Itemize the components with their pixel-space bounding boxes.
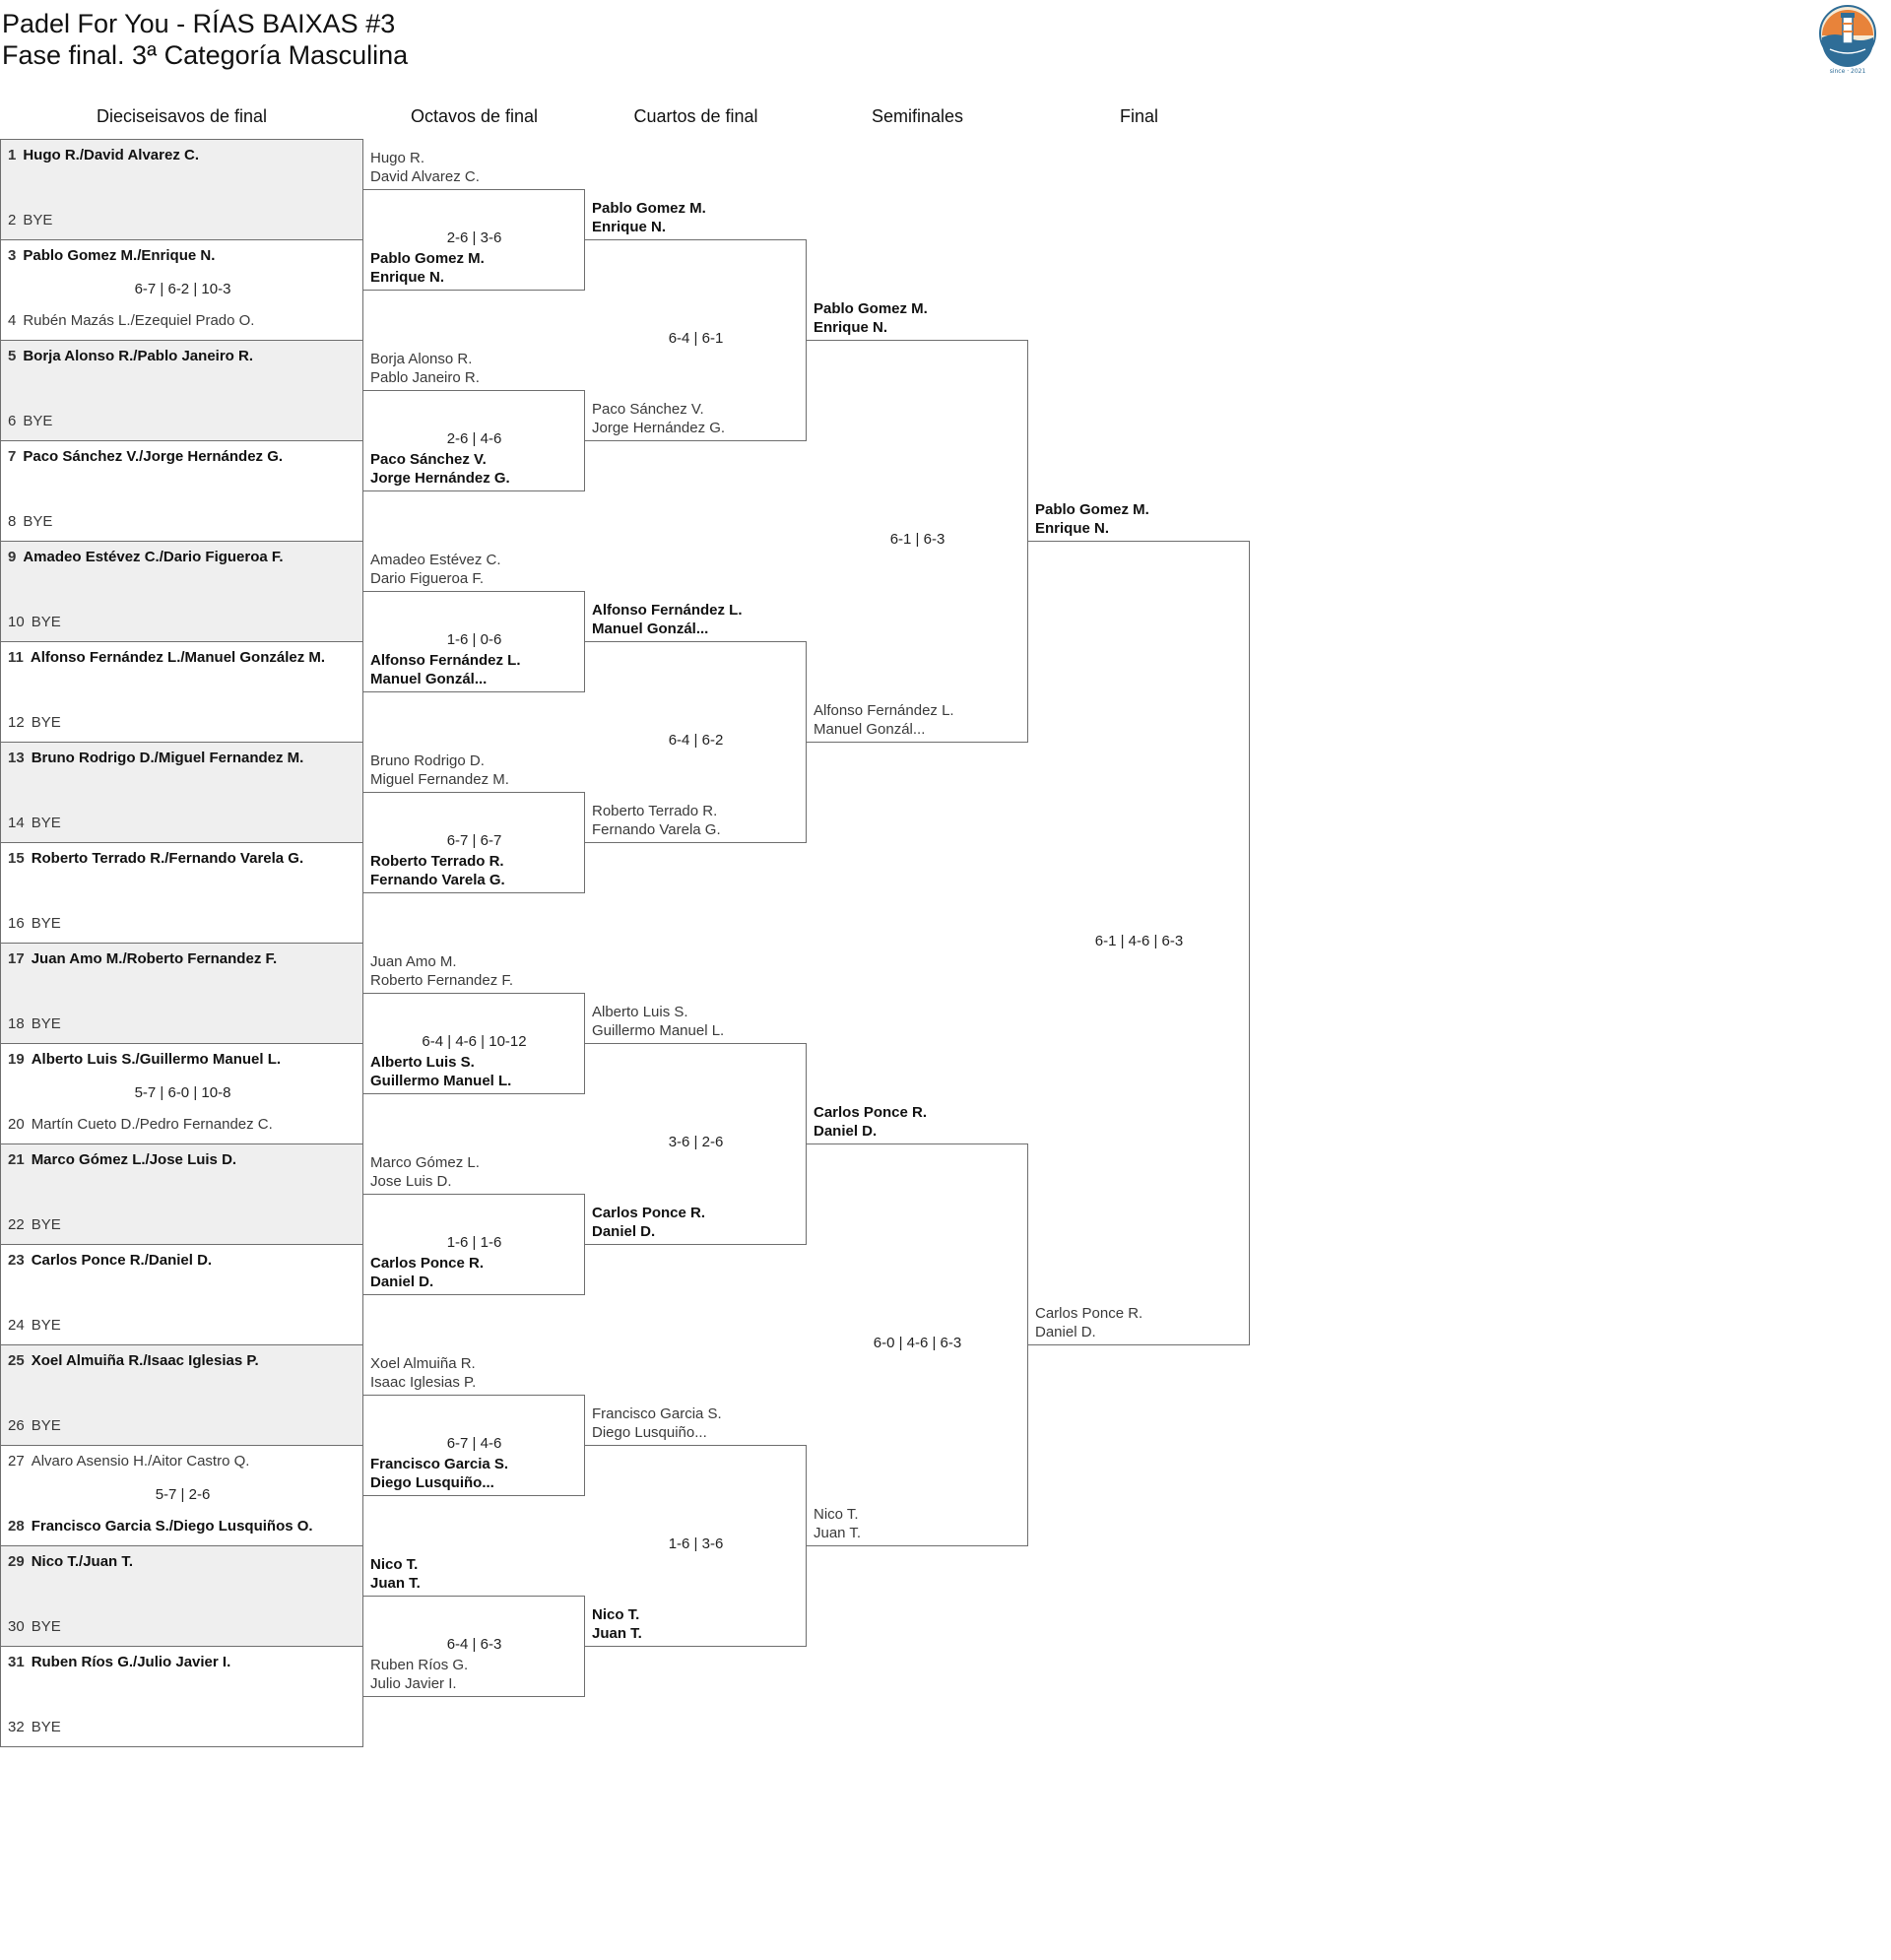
r1-match xyxy=(0,139,363,240)
team-pair xyxy=(370,952,513,990)
r1-match xyxy=(0,842,363,944)
team-name: BYE xyxy=(31,714,61,731)
team-entry xyxy=(8,211,52,229)
match-score: 5-7 | 2-6 xyxy=(155,1486,211,1503)
round-header-r4: Semifinales xyxy=(871,106,964,126)
match-score: 6-7 | 6-7 xyxy=(446,832,502,849)
team-entry xyxy=(8,1617,61,1636)
match-score: 5-7 | 6-0 | 10-8 xyxy=(134,1084,231,1101)
player-name: Diego Lusquiño... xyxy=(370,1474,494,1491)
team-name: BYE xyxy=(31,1417,61,1434)
player-name: Daniel D. xyxy=(814,1123,878,1140)
team-pair xyxy=(592,1605,642,1643)
team-entry xyxy=(8,146,199,164)
player-name: Xoel Almuiña R. xyxy=(370,1355,476,1372)
r1-match xyxy=(0,1445,363,1546)
seed-number: 21 xyxy=(8,1151,25,1168)
player-name: Enrique N. xyxy=(592,219,667,235)
team-name: Martín Cueto D./Pedro Fernandez C. xyxy=(31,1116,273,1133)
team-entry xyxy=(8,1316,61,1335)
team-pair xyxy=(370,751,509,789)
player-name: Juan T. xyxy=(814,1525,862,1541)
seed-number: 27 xyxy=(8,1453,25,1470)
seed-number: 18 xyxy=(8,1015,25,1032)
player-name: Nico T. xyxy=(370,1556,419,1573)
team-name: BYE xyxy=(31,1216,61,1233)
player-name: Enrique N. xyxy=(814,319,888,336)
player-name: Carlos Ponce R. xyxy=(814,1104,928,1121)
player-name: Jorge Hernández G. xyxy=(592,420,726,436)
seed-number: 1 xyxy=(8,147,17,163)
player-name: Alberto Luis S. xyxy=(370,1054,475,1071)
player-name: Hugo R. xyxy=(370,150,425,166)
team-pair xyxy=(370,149,480,186)
r1-match xyxy=(0,440,363,542)
team-name: Alberto Luis S./Guillermo Manuel L. xyxy=(31,1051,282,1068)
team-entry xyxy=(8,1517,313,1535)
player-name: Manuel Gonzál... xyxy=(592,621,709,637)
team-pair xyxy=(592,802,721,839)
team-entry xyxy=(8,1215,61,1234)
svg-text:since · 2021: since · 2021 xyxy=(1829,68,1866,75)
player-name: Juan T. xyxy=(592,1625,642,1642)
team-name: Francisco Garcia S./Diego Lusquiños O. xyxy=(31,1518,313,1535)
team-name: BYE xyxy=(23,212,53,229)
seed-number: 30 xyxy=(8,1618,25,1635)
match-score: 6-7 | 4-6 xyxy=(446,1435,502,1452)
team-pair xyxy=(592,1405,722,1442)
r1-match xyxy=(0,943,363,1044)
player-name: Francisco Garcia S. xyxy=(370,1456,509,1472)
match-score: 6-4 | 6-3 xyxy=(446,1636,502,1653)
r1-match xyxy=(0,1344,363,1446)
player-name: Pablo Gomez M. xyxy=(592,200,706,217)
page-title: Padel For You - RÍAS BAIXAS #3 xyxy=(2,9,396,38)
team-name: BYE xyxy=(31,614,61,630)
team-name: BYE xyxy=(23,413,53,429)
team-pair xyxy=(370,450,510,488)
team-name: BYE xyxy=(31,1317,61,1334)
team-name: BYE xyxy=(23,513,53,530)
seed-number: 20 xyxy=(8,1116,25,1133)
player-name: Jorge Hernández G. xyxy=(370,470,510,487)
team-entry xyxy=(8,1452,249,1470)
player-name: Bruno Rodrigo D. xyxy=(370,752,485,769)
player-name: Manuel Gonzál... xyxy=(370,671,488,687)
player-name: Roberto Fernandez F. xyxy=(370,972,514,989)
player-name: Juan T. xyxy=(370,1575,421,1592)
player-name: Pablo Gomez M. xyxy=(1035,501,1149,518)
team-pair xyxy=(814,701,954,739)
match-score: 1-6 | 0-6 xyxy=(446,631,502,648)
team-entry xyxy=(8,548,284,566)
player-name: Alberto Luis S. xyxy=(592,1004,688,1020)
player-name: Ruben Ríos G. xyxy=(370,1657,469,1673)
team-entry xyxy=(8,914,61,933)
r1-match xyxy=(0,1545,363,1647)
player-name: Jose Luis D. xyxy=(370,1173,452,1190)
seed-number: 22 xyxy=(8,1216,25,1233)
player-name: Enrique N. xyxy=(1035,520,1110,537)
r1-match xyxy=(0,742,363,843)
team-entry xyxy=(8,1050,281,1069)
team-pair xyxy=(814,1103,927,1141)
match-score: 6-7 | 6-2 | 10-3 xyxy=(134,281,231,297)
team-pair xyxy=(370,651,521,688)
r1-match xyxy=(0,641,363,743)
seed-number: 7 xyxy=(8,448,17,465)
team-pair xyxy=(370,1254,484,1291)
r1-match xyxy=(0,1244,363,1345)
seed-number: 28 xyxy=(8,1518,25,1535)
round-header-r2: Octavos de final xyxy=(410,106,539,126)
seed-number: 5 xyxy=(8,348,17,364)
seed-number: 16 xyxy=(8,915,25,932)
team-pair xyxy=(814,299,928,337)
seed-number: 13 xyxy=(8,750,25,766)
match-score: 1-6 | 3-6 xyxy=(668,1535,724,1552)
player-name: Francisco Garcia S. xyxy=(592,1405,722,1422)
team-entry xyxy=(8,1718,61,1736)
team-entry xyxy=(8,347,253,365)
player-name: Daniel D. xyxy=(370,1274,434,1290)
team-name: Ruben Ríos G./Julio Javier I. xyxy=(31,1654,231,1670)
seed-number: 3 xyxy=(8,247,17,264)
seed-number: 6 xyxy=(8,413,17,429)
team-pair xyxy=(592,199,706,236)
player-name: Daniel D. xyxy=(592,1223,656,1240)
team-name: BYE xyxy=(31,915,61,932)
team-pair xyxy=(370,1053,511,1090)
seed-number: 8 xyxy=(8,513,17,530)
team-entry xyxy=(8,613,61,631)
match-score: 2-6 | 3-6 xyxy=(446,229,502,246)
team-entry xyxy=(8,1653,230,1671)
player-name: Fernando Varela G. xyxy=(592,821,721,838)
player-name: Dario Figueroa F. xyxy=(370,570,485,587)
team-name: Nico T./Juan T. xyxy=(31,1553,134,1570)
match-score: 6-4 | 6-2 xyxy=(668,732,724,749)
team-name: Alfonso Fernández L./Manuel González M. xyxy=(30,649,326,666)
team-pair xyxy=(370,852,505,889)
player-name: Daniel D. xyxy=(1035,1324,1096,1340)
player-name: Nico T. xyxy=(592,1606,640,1623)
team-pair xyxy=(592,400,725,437)
team-pair xyxy=(370,350,480,387)
player-name: Julio Javier I. xyxy=(370,1675,457,1692)
team-pair xyxy=(370,1354,476,1392)
player-name: Guillermo Manuel L. xyxy=(370,1073,512,1089)
seed-number: 19 xyxy=(8,1051,25,1068)
team-name: Roberto Terrado R./Fernando Varela G. xyxy=(31,850,304,867)
team-entry xyxy=(8,849,303,868)
team-entry xyxy=(8,648,325,667)
team-name: BYE xyxy=(31,815,61,831)
team-pair xyxy=(592,601,743,638)
team-entry xyxy=(8,1150,236,1169)
team-entry xyxy=(8,246,215,265)
team-entry xyxy=(8,1251,212,1270)
player-name: Carlos Ponce R. xyxy=(592,1205,706,1221)
team-name: Borja Alonso R./Pablo Janeiro R. xyxy=(23,348,253,364)
player-name: Alfonso Fernández L. xyxy=(592,602,743,619)
team-name: Xoel Almuiña R./Isaac Iglesias P. xyxy=(31,1352,259,1369)
seed-number: 10 xyxy=(8,614,25,630)
player-name: Pablo Gomez M. xyxy=(370,250,485,267)
team-name: BYE xyxy=(31,1618,61,1635)
team-entry xyxy=(8,1014,61,1033)
r1-match xyxy=(0,1646,363,1747)
team-name: Pablo Gomez M./Enrique N. xyxy=(23,247,216,264)
match-score: 6-0 | 4-6 | 6-3 xyxy=(873,1335,962,1351)
player-name: Amadeo Estévez C. xyxy=(370,552,501,568)
seed-number: 4 xyxy=(8,312,17,329)
round-header-r5: Final xyxy=(1119,106,1158,126)
player-name: Alfonso Fernández L. xyxy=(814,702,954,719)
team-entry xyxy=(8,949,277,968)
player-name: Juan Amo M. xyxy=(370,953,457,970)
team-entry xyxy=(8,1416,61,1435)
player-name: Pablo Gomez M. xyxy=(814,300,928,317)
team-entry xyxy=(8,749,303,767)
team-name: BYE xyxy=(31,1015,61,1032)
player-name: Pablo Janeiro R. xyxy=(370,369,480,386)
player-name: Guillermo Manuel L. xyxy=(592,1022,725,1039)
seed-number: 32 xyxy=(8,1719,25,1735)
match-score: 1-6 | 1-6 xyxy=(446,1234,502,1251)
seed-number: 2 xyxy=(8,212,17,229)
player-name: Borja Alonso R. xyxy=(370,351,473,367)
team-name: Paco Sánchez V./Jorge Hernández G. xyxy=(23,448,284,465)
team-entry xyxy=(8,1351,259,1370)
team-name: Juan Amo M./Roberto Fernandez F. xyxy=(31,950,278,967)
r1-match xyxy=(0,239,363,341)
team-pair xyxy=(370,1656,468,1693)
player-name: Miguel Fernandez M. xyxy=(370,771,509,788)
match-score: 2-6 | 4-6 xyxy=(446,430,502,447)
seed-number: 17 xyxy=(8,950,25,967)
team-entry xyxy=(8,412,52,430)
player-name: David Alvarez C. xyxy=(370,168,480,185)
r1-match xyxy=(0,541,363,642)
seed-number: 14 xyxy=(8,815,25,831)
team-pair xyxy=(370,1555,421,1593)
match-score: 6-4 | 4-6 | 10-12 xyxy=(422,1033,527,1050)
team-name: Alvaro Asensio H./Aitor Castro Q. xyxy=(31,1453,250,1470)
team-name: Rubén Mazás L./Ezequiel Prado O. xyxy=(23,312,255,329)
page-subtitle: Fase final. 3ª Categoría Masculina xyxy=(2,40,409,70)
team-entry xyxy=(8,1115,273,1134)
seed-number: 29 xyxy=(8,1553,25,1570)
player-name: Carlos Ponce R. xyxy=(370,1255,485,1272)
team-entry xyxy=(8,512,52,531)
seed-number: 24 xyxy=(8,1317,25,1334)
seed-number: 12 xyxy=(8,714,25,731)
team-pair xyxy=(370,1455,508,1492)
seed-number: 9 xyxy=(8,549,17,565)
team-name: Amadeo Estévez C./Dario Figueroa F. xyxy=(23,549,284,565)
round-header-r3: Cuartos de final xyxy=(633,106,758,126)
r1-match xyxy=(0,1043,363,1144)
r1-match xyxy=(0,340,363,441)
match-score: 3-6 | 2-6 xyxy=(668,1134,724,1150)
player-name: Carlos Ponce R. xyxy=(1035,1305,1143,1322)
match-score: 6-1 | 6-3 xyxy=(889,531,946,548)
player-name: Nico T. xyxy=(814,1506,859,1523)
team-entry xyxy=(8,713,61,732)
team-name: Carlos Ponce R./Daniel D. xyxy=(31,1252,213,1269)
player-name: Isaac Iglesias P. xyxy=(370,1374,477,1391)
team-name: Bruno Rodrigo D./Miguel Fernandez M. xyxy=(31,750,304,766)
seed-number: 11 xyxy=(8,649,24,666)
seed-number: 26 xyxy=(8,1417,25,1434)
team-entry xyxy=(8,814,61,832)
team-pair xyxy=(1035,500,1149,538)
team-pair xyxy=(1035,1304,1142,1341)
player-name: Paco Sánchez V. xyxy=(592,401,704,418)
team-entry xyxy=(8,311,254,330)
team-pair xyxy=(592,1204,705,1241)
seed-number: 25 xyxy=(8,1352,25,1369)
team-entry xyxy=(8,447,283,466)
team-name: Hugo R./David Alvarez C. xyxy=(23,147,199,163)
player-name: Roberto Terrado R. xyxy=(370,853,504,870)
player-name: Alfonso Fernández L. xyxy=(370,652,521,669)
match-score: 6-4 | 6-1 xyxy=(668,330,724,347)
player-name: Diego Lusquiño... xyxy=(592,1424,707,1441)
seed-number: 31 xyxy=(8,1654,25,1670)
player-name: Paco Sánchez V. xyxy=(370,451,487,468)
round-header-r1: Dieciseisavos de final xyxy=(96,106,268,126)
seed-number: 23 xyxy=(8,1252,25,1269)
match-score: 6-1 | 4-6 | 6-3 xyxy=(1094,933,1184,949)
player-name: Fernando Varela G. xyxy=(370,872,505,888)
seed-number: 15 xyxy=(8,850,25,867)
team-pair xyxy=(370,551,501,588)
team-pair xyxy=(592,1003,724,1040)
team-name: Marco Gómez L./Jose Luis D. xyxy=(31,1151,237,1168)
team-name: BYE xyxy=(31,1719,61,1735)
player-name: Enrique N. xyxy=(370,269,445,286)
player-name: Manuel Gonzál... xyxy=(814,721,926,738)
team-pair xyxy=(370,1153,480,1191)
team-entry xyxy=(8,1552,133,1571)
player-name: Marco Gómez L. xyxy=(370,1154,480,1171)
team-pair xyxy=(814,1505,861,1542)
team-pair xyxy=(370,249,485,287)
r1-match xyxy=(0,1143,363,1245)
player-name: Roberto Terrado R. xyxy=(592,803,718,819)
